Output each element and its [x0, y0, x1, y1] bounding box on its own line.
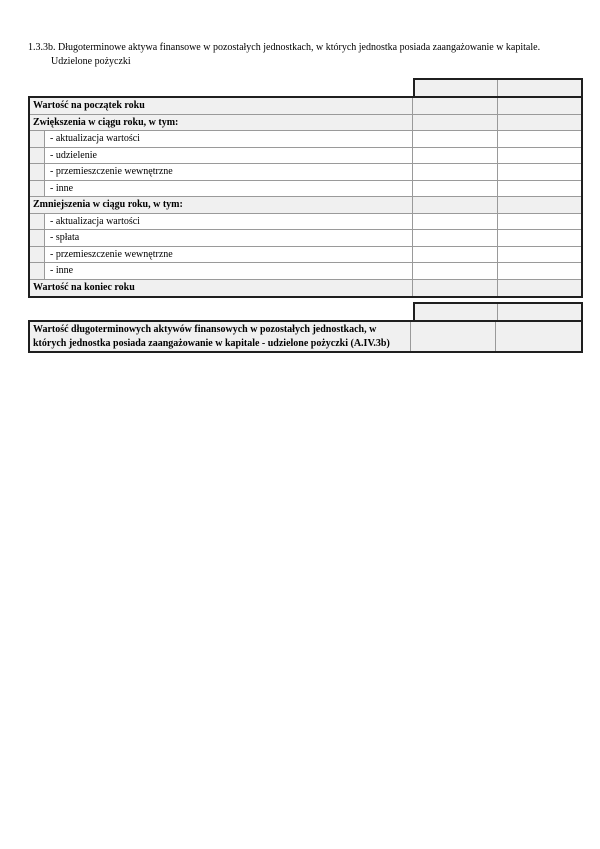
table-row — [30, 131, 581, 148]
row-value-cell — [498, 131, 581, 147]
row-value-cell — [413, 98, 498, 114]
row-value-cell — [413, 280, 498, 297]
row-value-cell — [498, 148, 581, 164]
row-value-cell — [498, 181, 581, 197]
row-label: Wartość na początek roku — [30, 98, 413, 114]
row-indent-cell — [30, 148, 45, 164]
table-row — [30, 98, 581, 115]
table-row — [30, 181, 581, 198]
row-label: - inne — [45, 181, 413, 197]
asset-movements-table — [28, 96, 583, 298]
row-value-cell — [498, 98, 581, 114]
summary-value-cell — [496, 322, 581, 351]
row-indent-cell — [30, 263, 45, 279]
table-row — [30, 197, 581, 214]
row-value-cell — [413, 164, 498, 180]
row-value-cell — [413, 247, 498, 263]
section-title — [28, 41, 573, 69]
row-value-cell — [498, 230, 581, 246]
table-row — [30, 148, 581, 165]
table-row — [30, 280, 581, 297]
row-value-cell — [498, 214, 581, 230]
row-value-cell — [413, 197, 498, 213]
values-header-row — [413, 78, 583, 96]
row-value-cell — [498, 247, 581, 263]
table-row — [30, 247, 581, 264]
row-value-cell — [413, 148, 498, 164]
summary-header-row — [413, 302, 583, 320]
row-value-cell — [498, 164, 581, 180]
row-value-cell — [413, 131, 498, 147]
table-row — [30, 115, 581, 132]
row-value-cell — [413, 181, 498, 197]
section-title-line1: 1.3.3b. Długoterminowe aktywa finansowe w pozostałych jednostkach, w których jednostka posiada zaangażowanie w kapitale. — [28, 42, 541, 53]
row-value-cell — [498, 115, 581, 131]
row-value-cell — [498, 280, 581, 297]
row-label: Wartość na koniec roku — [30, 280, 413, 297]
header-cell — [498, 80, 581, 96]
row-label: - przemieszczenie wewnętrzne — [45, 247, 413, 263]
row-value-cell — [413, 263, 498, 279]
table-row — [30, 230, 581, 247]
row-indent-cell — [30, 214, 45, 230]
section-title-line2: Udzielone pożyczki — [51, 56, 131, 67]
header-cell — [415, 80, 498, 96]
row-label: - aktualizacja wartości — [45, 131, 413, 147]
summary-values — [411, 322, 581, 351]
row-label: Zwiększenia w ciągu roku, w tym: — [30, 115, 413, 131]
row-value-cell — [498, 263, 581, 279]
summary-total-row — [28, 320, 583, 353]
table-row — [30, 263, 581, 280]
table-row — [30, 164, 581, 181]
row-label: - udzielenie — [45, 148, 413, 164]
row-indent-cell — [30, 164, 45, 180]
row-label: Zmniejszenia w ciągu roku, w tym: — [30, 197, 413, 213]
summary-value-cell — [411, 322, 496, 351]
row-value-cell — [413, 214, 498, 230]
summary-label: Wartość długoterminowych aktywów finansowych w pozostałych jednostkach, w których jednostka posiada zaangażowanie w kapitale - udzielone pożyczki (A.IV.3b) — [30, 322, 411, 351]
row-label: - aktualizacja wartości — [45, 214, 413, 230]
row-label: - spłata — [45, 230, 413, 246]
header-cell — [498, 304, 581, 320]
row-label: - przemieszczenie wewnętrzne — [45, 164, 413, 180]
row-indent-cell — [30, 230, 45, 246]
header-cell — [415, 304, 498, 320]
table-row — [30, 214, 581, 231]
row-label: - inne — [45, 263, 413, 279]
row-indent-cell — [30, 247, 45, 263]
row-indent-cell — [30, 181, 45, 197]
row-value-cell — [413, 115, 498, 131]
row-value-cell — [498, 197, 581, 213]
row-value-cell — [413, 230, 498, 246]
row-indent-cell — [30, 131, 45, 147]
